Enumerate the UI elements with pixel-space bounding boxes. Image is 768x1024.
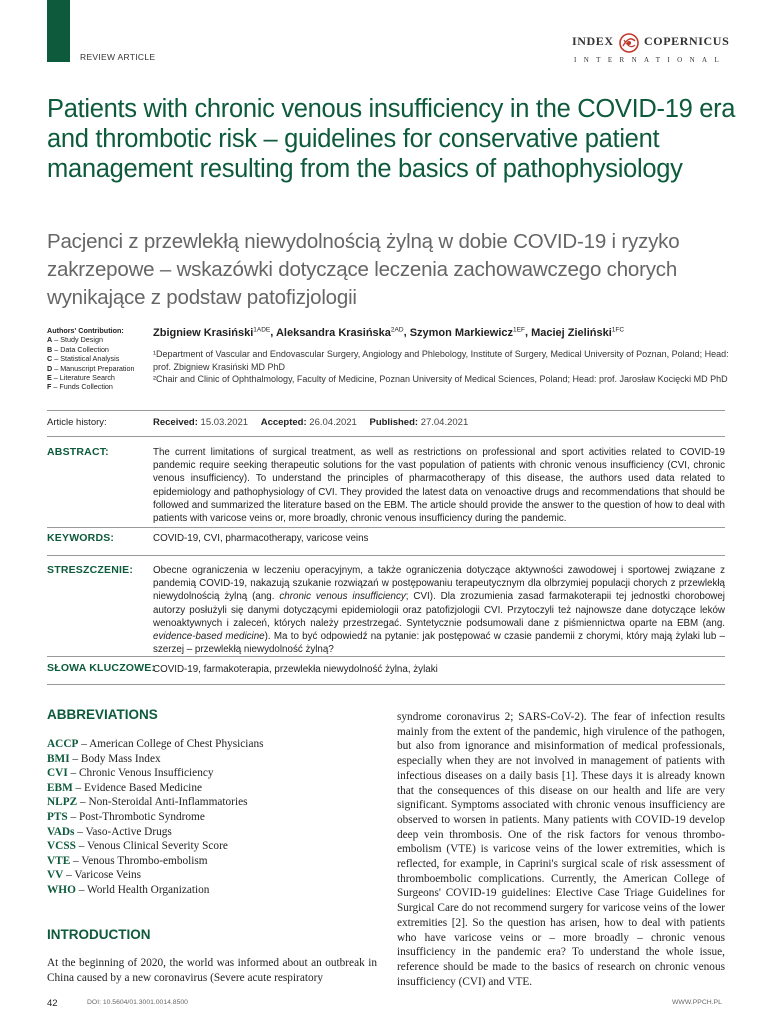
contribution-item: D – Manuscript Preparation	[47, 363, 135, 373]
keywords-text: COVID-19, CVI, pharmacotherapy, varicose veins	[153, 533, 369, 544]
divider	[47, 436, 725, 437]
logo-word-international: INTERNATIONAL	[574, 56, 727, 64]
contribution-heading: Authors' Contribution:	[47, 326, 124, 335]
history-label: Article history:	[47, 417, 107, 428]
abbreviations-list	[47, 737, 377, 898]
abstract-text: The current limitations of surgical treatment, as well as restrictions on professional and sport activities related to COVID-19 pandemic require seeking therapeutic solutions for the vast population of patients with chronic venous insufficiency (CVI, chronic venous insufficiency). To understand the principles of pharmacotherapy of this disease, the authors used data related to epidemiology and pathophysiology of CVI. They provided the latest data on venoactive drugs and recommendations that should be followed and summarized the literature based on the EBM. The article should provide the answer to the question of how to deal with patients with varicose veins or, more broadly, chronic venous insufficiency during the pandemic.	[153, 447, 725, 525]
streszczenie-text: Obecne ograniczenia w leczeniu operacyjnym, a także ograniczenia dotyczące aktywności zawodowej i sportowej związane z pandemią COVID-19, nakazują szukanie rozwiązań w postępowaniu terapeutycznym dla olbrzymiej populacji chorych z przewlekłą niewydolnością żylną (ang. chronic venous insufficiency; CVI). Dla zrozumienia zasad farmakoterapii tej jednostki chorobowej autorzy posłużyli się danymi dotyczącymi epidemiologii oraz patofizjologii CVI. Przytoczyli też najnowsze dane dotyczące leków wenoaktywnych i zaleceń, których należy przestrzegać. Syntetycznie podsumowali dane z piśmiennictwa oparte na EBM (ang. evidence-based medicine). Ma to być odpowiedź na pytanie: jak postępować w czasie pandemii z chorymi, który mają żylaki lub – szerzej – przewlekłą niewydolność żylną?	[153, 565, 725, 656]
abbreviation-item: ACCP – American College of Chest Physicians	[47, 738, 264, 750]
abbreviation-item: VCSS – Venous Clinical Severity Score	[47, 840, 228, 853]
article-history	[153, 417, 478, 428]
abbreviation-item: EBM – Evidence Based Medicine	[47, 781, 202, 794]
affiliation-2: ²Chair and Clinic of Ophthalmology, Faculty of Medicine, Poznan University of Medical Sciences, Poland; Head: prof. Jarosław Kocięcki MD PhD	[153, 374, 728, 384]
logo-word-copernicus: COPERNICUS	[644, 34, 730, 48]
received-date: 15.03.2021	[200, 417, 249, 428]
slowa-kluczowe-text: COVID-19, farmakoterapia, przewlekła niewydolność żylna, żylaki	[153, 664, 438, 675]
slowa-kluczowe-label: SŁOWA KLUCZOWE:	[47, 662, 156, 674]
divider	[47, 410, 725, 411]
author-affiliation-marker: 2AD	[390, 326, 404, 333]
affiliation-1: ¹Department of Vascular and Endovascular Surgery, Angiology and Phlebology, Institute of Surgery, Medical University of Poznan, Poland; Head: prof. Zbigniew Krasiński MD PhD	[153, 349, 729, 372]
article-subtitle-polish: Pacjenci z przewlekłą niewydolnością żylną w dobie COVID-19 i ryzyko zakrzepowe – wskazówki dotyczące leczenia zachowawczego chorych wynikające z podstaw patofizjologii	[47, 230, 680, 309]
published-label: Published:	[369, 417, 419, 428]
abbreviation-item: VTE – Venous Thrombo-embolism	[47, 854, 208, 867]
page-number: 42	[47, 998, 58, 1009]
divider	[47, 527, 725, 528]
index-copernicus-logo[interactable]	[572, 30, 728, 70]
accepted-date: 26.04.2021	[309, 417, 357, 428]
author-affiliation-marker: 1ADE	[253, 326, 271, 333]
copernicus-emblem-icon	[618, 32, 640, 54]
author-name: Maciej Zieliński$^{1FC}$	[531, 326, 625, 339]
author-name: Zbigniew Krasiński$^{1ADE}$	[153, 326, 271, 339]
divider	[47, 555, 725, 556]
abbreviation-item: VADs – Vaso-Active Drugs	[47, 825, 172, 838]
article-title: Patients with chronic venous insufficiency in the COVID-19 era and thrombotic risk – guidelines for conservative patient management resulting from the basics of pathophysiology	[47, 95, 736, 183]
contribution-item: C – Statistical Analysis	[47, 354, 120, 364]
abbreviations-heading: ABBREVIATIONS	[47, 707, 158, 722]
author-list: Zbigniew Krasiński$^{1ADE}$, Aleksandra Krasińska$^{2AD}$, Szymon Markiewicz$^{1EF}$, Maciej Zieliński$^{1FC}$	[153, 326, 625, 339]
contribution-item: B – Data Collection	[47, 344, 109, 354]
received-label: Received:	[153, 417, 198, 428]
introduction-text: At the beginning of 2020, the world was informed about an outbreak in China caused by a new coronavirus (Severe acute respiratory	[47, 957, 377, 985]
contribution-item: A – Study Design	[47, 335, 103, 345]
author-affiliation-marker: 1EF	[513, 326, 525, 333]
abbreviation-item: NLPZ – Non-Steroidal Anti-Inflammatories	[47, 796, 248, 809]
website-link[interactable]: WWW.PPCH.PL	[672, 999, 722, 1006]
contribution-item: F – Funds Collection	[47, 382, 113, 392]
logo-word-index: INDEX	[572, 34, 614, 48]
introduction-heading: INTRODUCTION	[47, 927, 151, 942]
abbreviation-item: VV – Varicose Veins	[47, 869, 142, 882]
streszczenie-label: STRESZCZENIE:	[47, 564, 134, 576]
section-label: REVIEW ARTICLE	[80, 52, 156, 62]
contribution-item: E – Literature Search	[47, 373, 115, 383]
abbreviation-item: WHO – World Health Organization	[47, 883, 210, 896]
keywords-label: KEYWORDS:	[47, 532, 115, 544]
divider	[47, 684, 725, 685]
author-name: Szymon Markiewicz$^{1EF}$	[409, 326, 525, 339]
header-accent-bar	[47, 0, 70, 62]
authors-contribution	[47, 326, 147, 392]
author-affiliation-marker: 1FC	[611, 326, 625, 333]
divider	[47, 656, 725, 657]
published-date: 27.04.2021	[420, 417, 469, 428]
author-name: Aleksandra Krasińska$^{2AD}$	[275, 326, 404, 339]
abstract-label: ABSTRACT:	[47, 446, 109, 458]
doi-link[interactable]: DOI: 10.5604/01.3001.0014.8500	[87, 999, 188, 1006]
abbreviation-item: CVI – Chronic Venous Insufficiency	[47, 767, 214, 780]
affiliations	[153, 348, 733, 386]
abbreviation-item: BMI – Body Mass Index	[47, 752, 161, 765]
accepted-label: Accepted:	[260, 417, 307, 428]
abbreviation-item: PTS – Post-Thrombotic Syndrome	[47, 810, 205, 823]
body-column-2: syndrome coronavirus 2; SARS-CoV-2). The fear of infection results mainly from the extent of the pandemic, high virulence of the pathogen, but also from ignorance and misinformation of medical professionals, especially when they are not involved in management of patients with infectious diseases on a daily basis [1]. These days it is already known that the consequences of this disease on our health and life are very significant. Symptoms associated with chronic venous insufficiency are observed to worsen in patients. Many patients with COVID-19 develop deep vein thrombosis. One of the risk factors for venous thrombo-embolism (VTE) is varicose veins of the lower extremities, which is reflected, for example, in Caprini's surgical scale of risk assessment of thromboembolic complications. Currently, the American College of Surgeons' COVID-19 guidelines: Elective Case Triage Guidelines for Surgical Care do not recommend surgery for varicose veins of the lower extremities [2]. So the question has arisen, how to deal with patients who have varicose veins or – more broadly – chronic venous insufficiency in the pandemic era? To understand the whole issue, reference should be made to the basics of research on chronic venous insufficiency (CVI) and VTE.	[397, 711, 725, 988]
